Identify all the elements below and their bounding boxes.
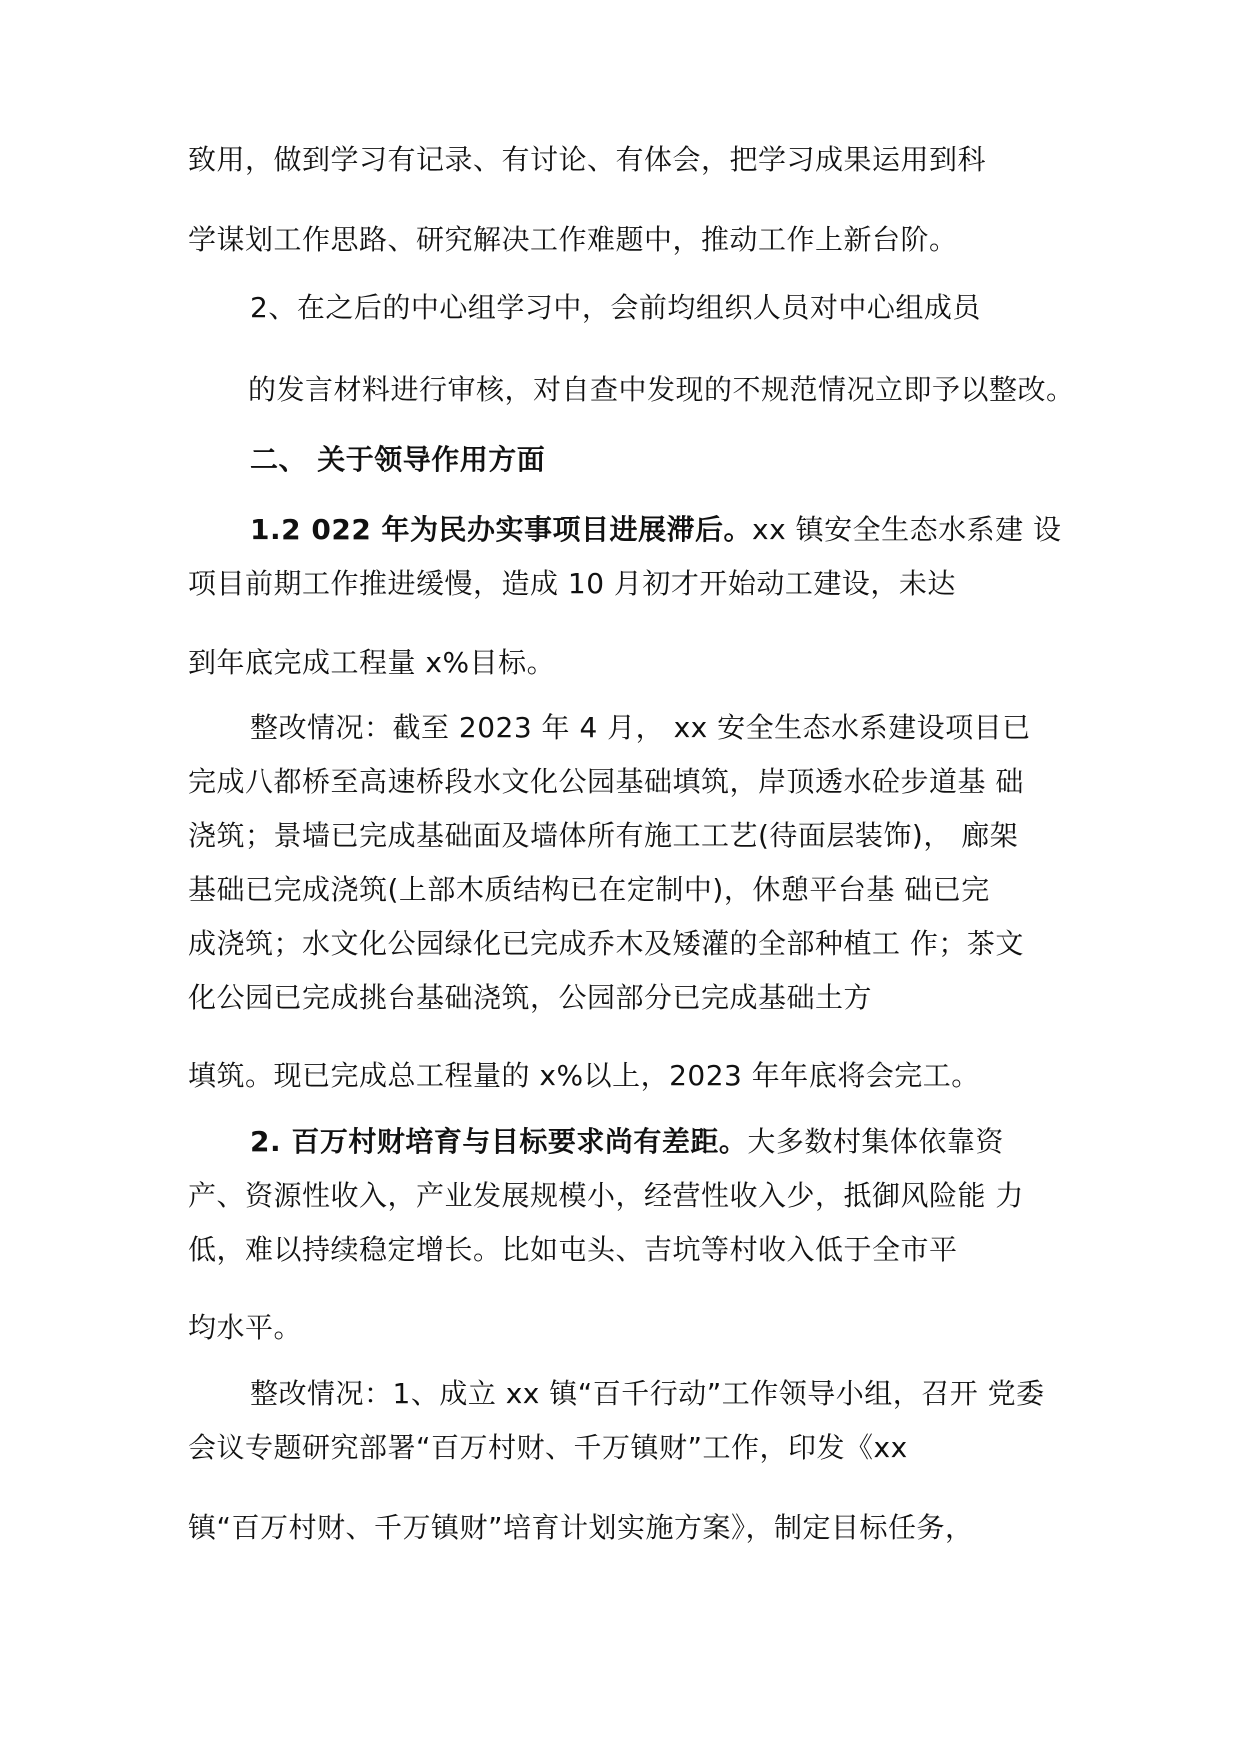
paragraph-line: 完成八都桥至高速桥段水文化公园基础填筑，岸顶透水砼步道基 础 — [188, 765, 1024, 798]
paragraph-line: 整改情况：截至 2023 年 4 月， xx 安全生态水系建设项目已 — [250, 711, 1031, 744]
paragraph-line: 致用，做到学习有记录、有讨论、有体会，把学习成果运用到科 — [188, 143, 987, 176]
item-title: 1.2 022 年为民办实事项目进展滞后。 — [250, 513, 753, 546]
paragraph-line — [250, 512, 1062, 548]
section-heading: 二、 关于领导作用方面 — [250, 443, 546, 476]
paragraph-line: 低，难以持续稳定增长。比如屯头、吉坑等村收入低于全市平 — [188, 1233, 958, 1266]
paragraph-line: 填筑。现已完成总工程量的 x%以上，2023 年年底将会完工。 — [188, 1059, 980, 1092]
paragraph-line: 整改情况：1、成立 xx 镇“百千行动”工作领导小组，召开 党委 — [250, 1377, 1045, 1410]
paragraph-line: 基础已完成浇筑(上部木质结构已在定制中)，休憩平台基 础已完 — [188, 873, 990, 906]
paragraph-line: 项目前期工作推进缓慢，造成 10 月初才开始动工建设，未达 — [188, 567, 956, 600]
paragraph-line — [250, 1124, 1004, 1160]
paragraph-line: 浇筑；景墙已完成基础面及墙体所有施工工艺(待面层装饰)， 廊架 — [188, 819, 1019, 852]
paragraph-line: 学谋划工作思路、研究解决工作难题中，推动工作上新台阶。 — [188, 223, 958, 256]
item-text: xx 镇安全生态水系建 设 — [752, 513, 1062, 546]
paragraph-line: 镇“百万村财、千万镇财”培育计划实施方案》，制定目标任务， — [188, 1511, 974, 1544]
paragraph-line: 的发言材料进行审核，对自查中发现的不规范情况立即予以整改。 — [248, 373, 1075, 406]
item-title: 2. 百万村财培育与目标要求尚有差距。 — [250, 1125, 748, 1158]
paragraph-line: 到年底完成工程量 x%目标。 — [188, 646, 556, 679]
paragraph-line: 均水平。 — [188, 1311, 303, 1344]
paragraph-line: 成浇筑；水文化公园绿化已完成乔木及矮灌的全部种植工 作；茶文 — [188, 927, 1024, 960]
item-text: 大多数村集体依靠资 — [747, 1125, 1004, 1158]
paragraph-line: 会议专题研究部署“百万村财、千万镇财”工作，印发《xx — [188, 1431, 908, 1464]
paragraph-line: 化公园已完成挑台基础浇筑，公园部分已完成基础土方 — [188, 981, 873, 1014]
paragraph-line: 2、在之后的中心组学习中，会前均组织人员对中心组成员 — [250, 291, 981, 324]
paragraph-line: 产、资源性收入，产业发展规模小，经营性收入少，抵御风险能 力 — [188, 1179, 1024, 1212]
